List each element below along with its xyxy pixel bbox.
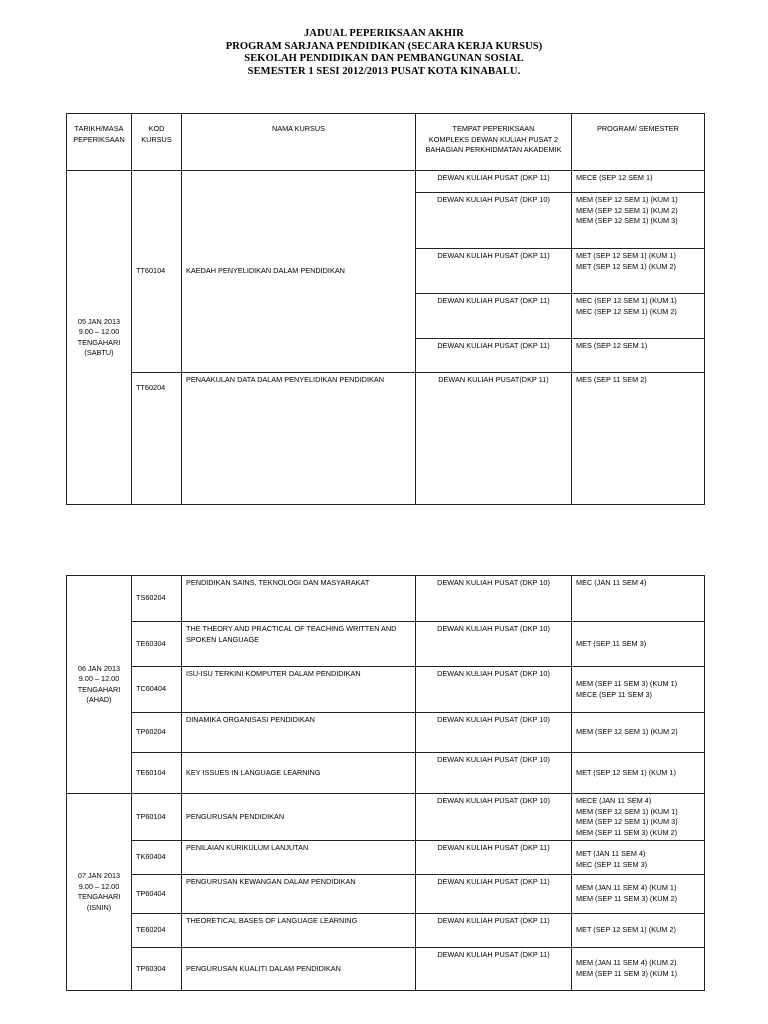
program-cell: MET (JAN 11 SEM 4) MEC (SEP 11 SEM 3) xyxy=(572,841,705,875)
course-name: THEORETICAL BASES OF LANGUAGE LEARNING xyxy=(182,914,416,948)
course-name: PENGURUSAN KEWANGAN DALAM PENDIDIKAN xyxy=(182,875,416,914)
venue: DEWAN KULIAH PUSAT (DKP 11) xyxy=(416,249,572,294)
course-code: TS60204 xyxy=(132,576,182,622)
program-cell: MEM (JAN 11 SEM 4) (KUM 2) MEM (SEP 11 SEM 3) (KUM 1) xyxy=(572,948,705,991)
exam-date-cell: 06 JAN 2013 9.00 – 12.00 TENGAHARI (AHAD) xyxy=(67,576,132,794)
course-name: PENGURUSAN PENDIDIKAN xyxy=(182,794,416,841)
exam-table-2 xyxy=(66,575,705,991)
course-code: TC60404 xyxy=(132,667,182,713)
course-name: ISU-ISU TERKINI KOMPUTER DALAM PENDIDIKAN xyxy=(182,667,416,713)
table-row xyxy=(67,373,705,505)
col-header-code: KOD KURSUS xyxy=(132,114,182,171)
venue: DEWAN KULIAH PUSAT (DKP 11) xyxy=(416,339,572,373)
exam-date-cell: 07 JAN 2013 9.00 – 12.00 TENGAHARI (ISNIN) xyxy=(67,794,132,991)
program-cell: MEM (SEP 11 SEM 3) (KUM 1) MECE (SEP 11 SEM 3) xyxy=(572,667,705,713)
venue: DEWAN KULIAH PUSAT (DKP 11) xyxy=(416,171,572,193)
course-name: PENAAKULAN DATA DALAM PENYELIDIKAN PENDIDIKAN xyxy=(182,373,416,505)
course-code: TP60104 xyxy=(132,794,182,841)
table-row xyxy=(67,753,705,794)
program-cell: MET (SEP 12 SEM 1) (KUM 1) xyxy=(572,753,705,794)
table-row xyxy=(67,875,705,914)
document-header xyxy=(0,28,768,78)
program-cell: MECE (JAN 11 SEM 4) MEM (SEP 12 SEM 1) (KUM 1) MEM (SEP 12 SEM 1) (KUM 3) MEM (SEP 11 SEM 3) (KUM 2) xyxy=(572,794,705,841)
table-row xyxy=(67,576,705,622)
venue: DEWAN KULIAH PUSAT (DKP 11) xyxy=(416,841,572,875)
program-cell: MEM (SEP 12 SEM 1) (KUM 2) xyxy=(572,713,705,753)
course-name: PENILAIAN KURIKULUM LANJUTAN xyxy=(182,841,416,875)
venue: DEWAN KULIAH PUSAT(DKP 11) xyxy=(416,373,572,505)
course-name: DINAMIKA ORGANISASI PENDIDIKAN xyxy=(182,713,416,753)
program-cell: MECE (SEP 12 SEM 1) xyxy=(572,171,705,193)
course-code: TT60104 xyxy=(132,171,182,373)
table-row xyxy=(67,667,705,713)
table-row xyxy=(67,622,705,667)
program-cell: MEM (SEP 12 SEM 1) (KUM 1) MEM (SEP 12 SEM 1) (KUM 2) MEM (SEP 12 SEM 1) (KUM 3) xyxy=(572,193,705,249)
course-name: PENDIDIKAN SAINS, TEKNOLOGI DAN MASYARAKAT xyxy=(182,576,416,622)
table-row xyxy=(67,841,705,875)
course-code: TT60204 xyxy=(132,373,182,505)
col-header-name: NAMA KURSUS xyxy=(182,114,416,171)
table-header-row xyxy=(67,114,705,171)
course-code: TK60404 xyxy=(132,841,182,875)
venue: DEWAN KULIAH PUSAT (DKP 10) xyxy=(416,753,572,794)
exam-date-cell: 05 JAN 2013 9.00 – 12.00 TENGAHARI (SABTU) xyxy=(67,171,132,505)
exam-table-1 xyxy=(66,113,705,505)
table-row xyxy=(67,171,705,193)
program-cell: MET (SEP 11 SEM 3) xyxy=(572,622,705,667)
venue: DEWAN KULIAH PUSAT (DKP 10) xyxy=(416,794,572,841)
col-header-program: PROGRAM/ SEMESTER xyxy=(572,114,705,171)
program-cell: MET (SEP 12 SEM 1) (KUM 2) xyxy=(572,914,705,948)
course-code: TE60104 xyxy=(132,753,182,794)
header-title: JADUAL PEPERIKSAAN AKHIR xyxy=(304,28,464,39)
course-name: PENGURUSAN KUALITI DALAM PENDIDIKAN xyxy=(182,948,416,991)
header-school: SEKOLAH PENDIDIKAN DAN PEMBANGUNAN SOSIAL xyxy=(244,53,524,64)
col-header-date: TARIKH/MASA PEPERIKSAAN xyxy=(67,114,132,171)
program-cell: MEC (JAN 11 SEM 4) xyxy=(572,576,705,622)
course-name: THE THEORY AND PRACTICAL OF TEACHING WRITTEN AND SPOKEN LANGUAGE xyxy=(182,622,416,667)
course-code: TE60204 xyxy=(132,914,182,948)
table-row xyxy=(67,948,705,991)
course-code: TP60404 xyxy=(132,875,182,914)
course-code: TP60204 xyxy=(132,713,182,753)
venue: DEWAN KULIAH PUSAT (DKP 11) xyxy=(416,914,572,948)
table-row xyxy=(67,713,705,753)
table-row xyxy=(67,914,705,948)
header-program: PROGRAM SARJANA PENDIDIKAN (SECARA KERJA KURSUS) xyxy=(225,40,543,52)
course-name: KEY ISSUES IN LANGUAGE LEARNING xyxy=(182,753,416,794)
header-semester: SEMESTER 1 SESI 2012/2013 PUSAT KOTA KINABALU. xyxy=(247,65,521,77)
program-cell: MEC (SEP 12 SEM 1) (KUM 1) MEC (SEP 12 SEM 1) (KUM 2) xyxy=(572,294,705,339)
course-code: TP60304 xyxy=(132,948,182,991)
venue: DEWAN KULIAH PUSAT (DKP 11) xyxy=(416,875,572,914)
course-code: TE60304 xyxy=(132,622,182,667)
venue: DEWAN KULIAH PUSAT (DKP 10) xyxy=(416,667,572,713)
col-header-venue: TEMPAT PEPERIKSAAN KOMPLEKS DEWAN KULIAH PUSAT 2 BAHAGIAN PERKHIDMATAN AKADEMIK xyxy=(416,114,572,171)
venue: DEWAN KULIAH PUSAT (DKP 10) xyxy=(416,576,572,622)
program-cell: MES (SEP 11 SEM 2) xyxy=(572,373,705,505)
venue: DEWAN KULIAH PUSAT (DKP 10) xyxy=(416,713,572,753)
venue: DEWAN KULIAH PUSAT (DKP 11) xyxy=(416,294,572,339)
program-cell: MEM (JAN 11 SEM 4) (KUM 1) MEM (SEP 11 SEM 3) (KUM 2) xyxy=(572,875,705,914)
venue: DEWAN KULIAH PUSAT (DKP 10) xyxy=(416,193,572,249)
course-name: KAEDAH PENYELIDIKAN DALAM PENDIDIKAN xyxy=(182,171,416,373)
program-cell: MET (SEP 12 SEM 1) (KUM 1) MET (SEP 12 SEM 1) (KUM 2) xyxy=(572,249,705,294)
venue: DEWAN KULIAH PUSAT (DKP 11) xyxy=(416,948,572,991)
table-row xyxy=(67,794,705,841)
program-cell: MES (SEP 12 SEM 1) xyxy=(572,339,705,373)
venue: DEWAN KULIAH PUSAT (DKP 10) xyxy=(416,622,572,667)
